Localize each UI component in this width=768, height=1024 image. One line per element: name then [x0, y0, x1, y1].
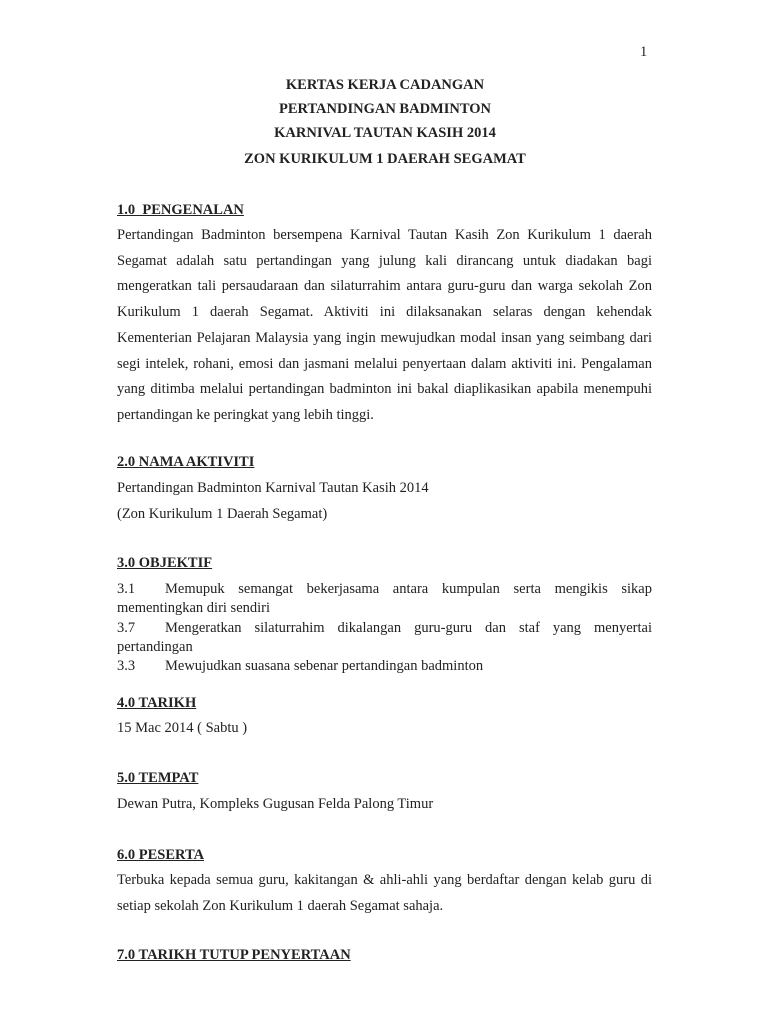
objective-number: 3.1 [117, 581, 136, 597]
heading-tarikh: 4.0 TARIKH [117, 695, 197, 711]
objective-item [117, 619, 652, 658]
document-title-line-2: PERTANDINGAN BADMINTON [278, 101, 492, 117]
pengenalan-paragraph: Pertandingan Badminton bersempena Karnival Tautan Kasih Zon Kurikulum 1 daerah Segamat adalah satu pertandingan yang julung kali dirancang untuk diadakan bagi mengeratkan tali persaudaraan dan silaturrahim antara guru-guru dan warga sekolah Zon Kurikulum 1 daerah Segamat. Aktiviti ini dilaksanakan selaras dengan kehendak Kementerian Pelajaran Malaysia yang ingin mewujudkan modal insan yang seimbang dari segi intelek, rohani, emosi dan jasmani melalui penyertaan dalam aktiviti ini. Pengalaman yang ditimba melalui pertandingan badminton ini bakal diaplikasikan apabila menempuhi pertandingan ke peringkat yang lebih tinggi. [117, 227, 652, 423]
objective-item [117, 657, 652, 676]
nama-aktiviti-line-2: (Zon Kurikulum 1 Daerah Segamat) [117, 506, 328, 522]
objective-item [117, 580, 652, 619]
document-title-line-3: KARNIVAL TAUTAN KASIH 2014 [274, 125, 496, 141]
page-number: 1 [640, 44, 648, 60]
objective-text: Mengeratkan silaturrahim dikalangan guru-guru dan staf yang menyertai pertandingan [117, 620, 652, 656]
nama-aktiviti-line-1: Pertandingan Badminton Karnival Tautan Kasih 2014 [117, 480, 429, 496]
heading-peserta: 6.0 PESERTA [117, 847, 205, 863]
tarikh-text: 15 Mac 2014 ( Sabtu ) [117, 720, 248, 736]
heading-tempat: 5.0 TEMPAT [117, 770, 199, 786]
objective-text: Memupuk semangat bekerjasama antara kumpulan serta mengikis sikap mementingkan diri sendiri [117, 581, 652, 617]
objective-text: Mewujudkan suasana sebenar pertandingan badminton [165, 658, 484, 674]
tempat-text: Dewan Putra, Kompleks Gugusan Felda Palong Timur [117, 796, 434, 812]
peserta-text: Terbuka kepada semua guru, kakitangan & ahli-ahli yang berdaftar dengan kelab guru di setiap sekolah Zon Kurikulum 1 daerah Segamat sahaja. [117, 872, 652, 914]
document-title-line-4: ZON KURIKULUM 1 DAERAH SEGAMAT [244, 151, 526, 167]
heading-pengenalan: 1.0 PENGENALAN [117, 202, 244, 218]
document-title-line-1: KERTAS KERJA CADANGAN [285, 77, 485, 93]
heading-objektif: 3.0 OBJEKTIF [117, 555, 213, 571]
objective-number: 3.7 [117, 620, 136, 636]
heading-nama-aktiviti: 2.0 NAMA AKTIVITI [117, 454, 255, 470]
heading-tarikh-tutup: 7.0 TARIKH TUTUP PENYERTAAN [117, 947, 351, 963]
objective-number: 3.3 [117, 658, 136, 674]
